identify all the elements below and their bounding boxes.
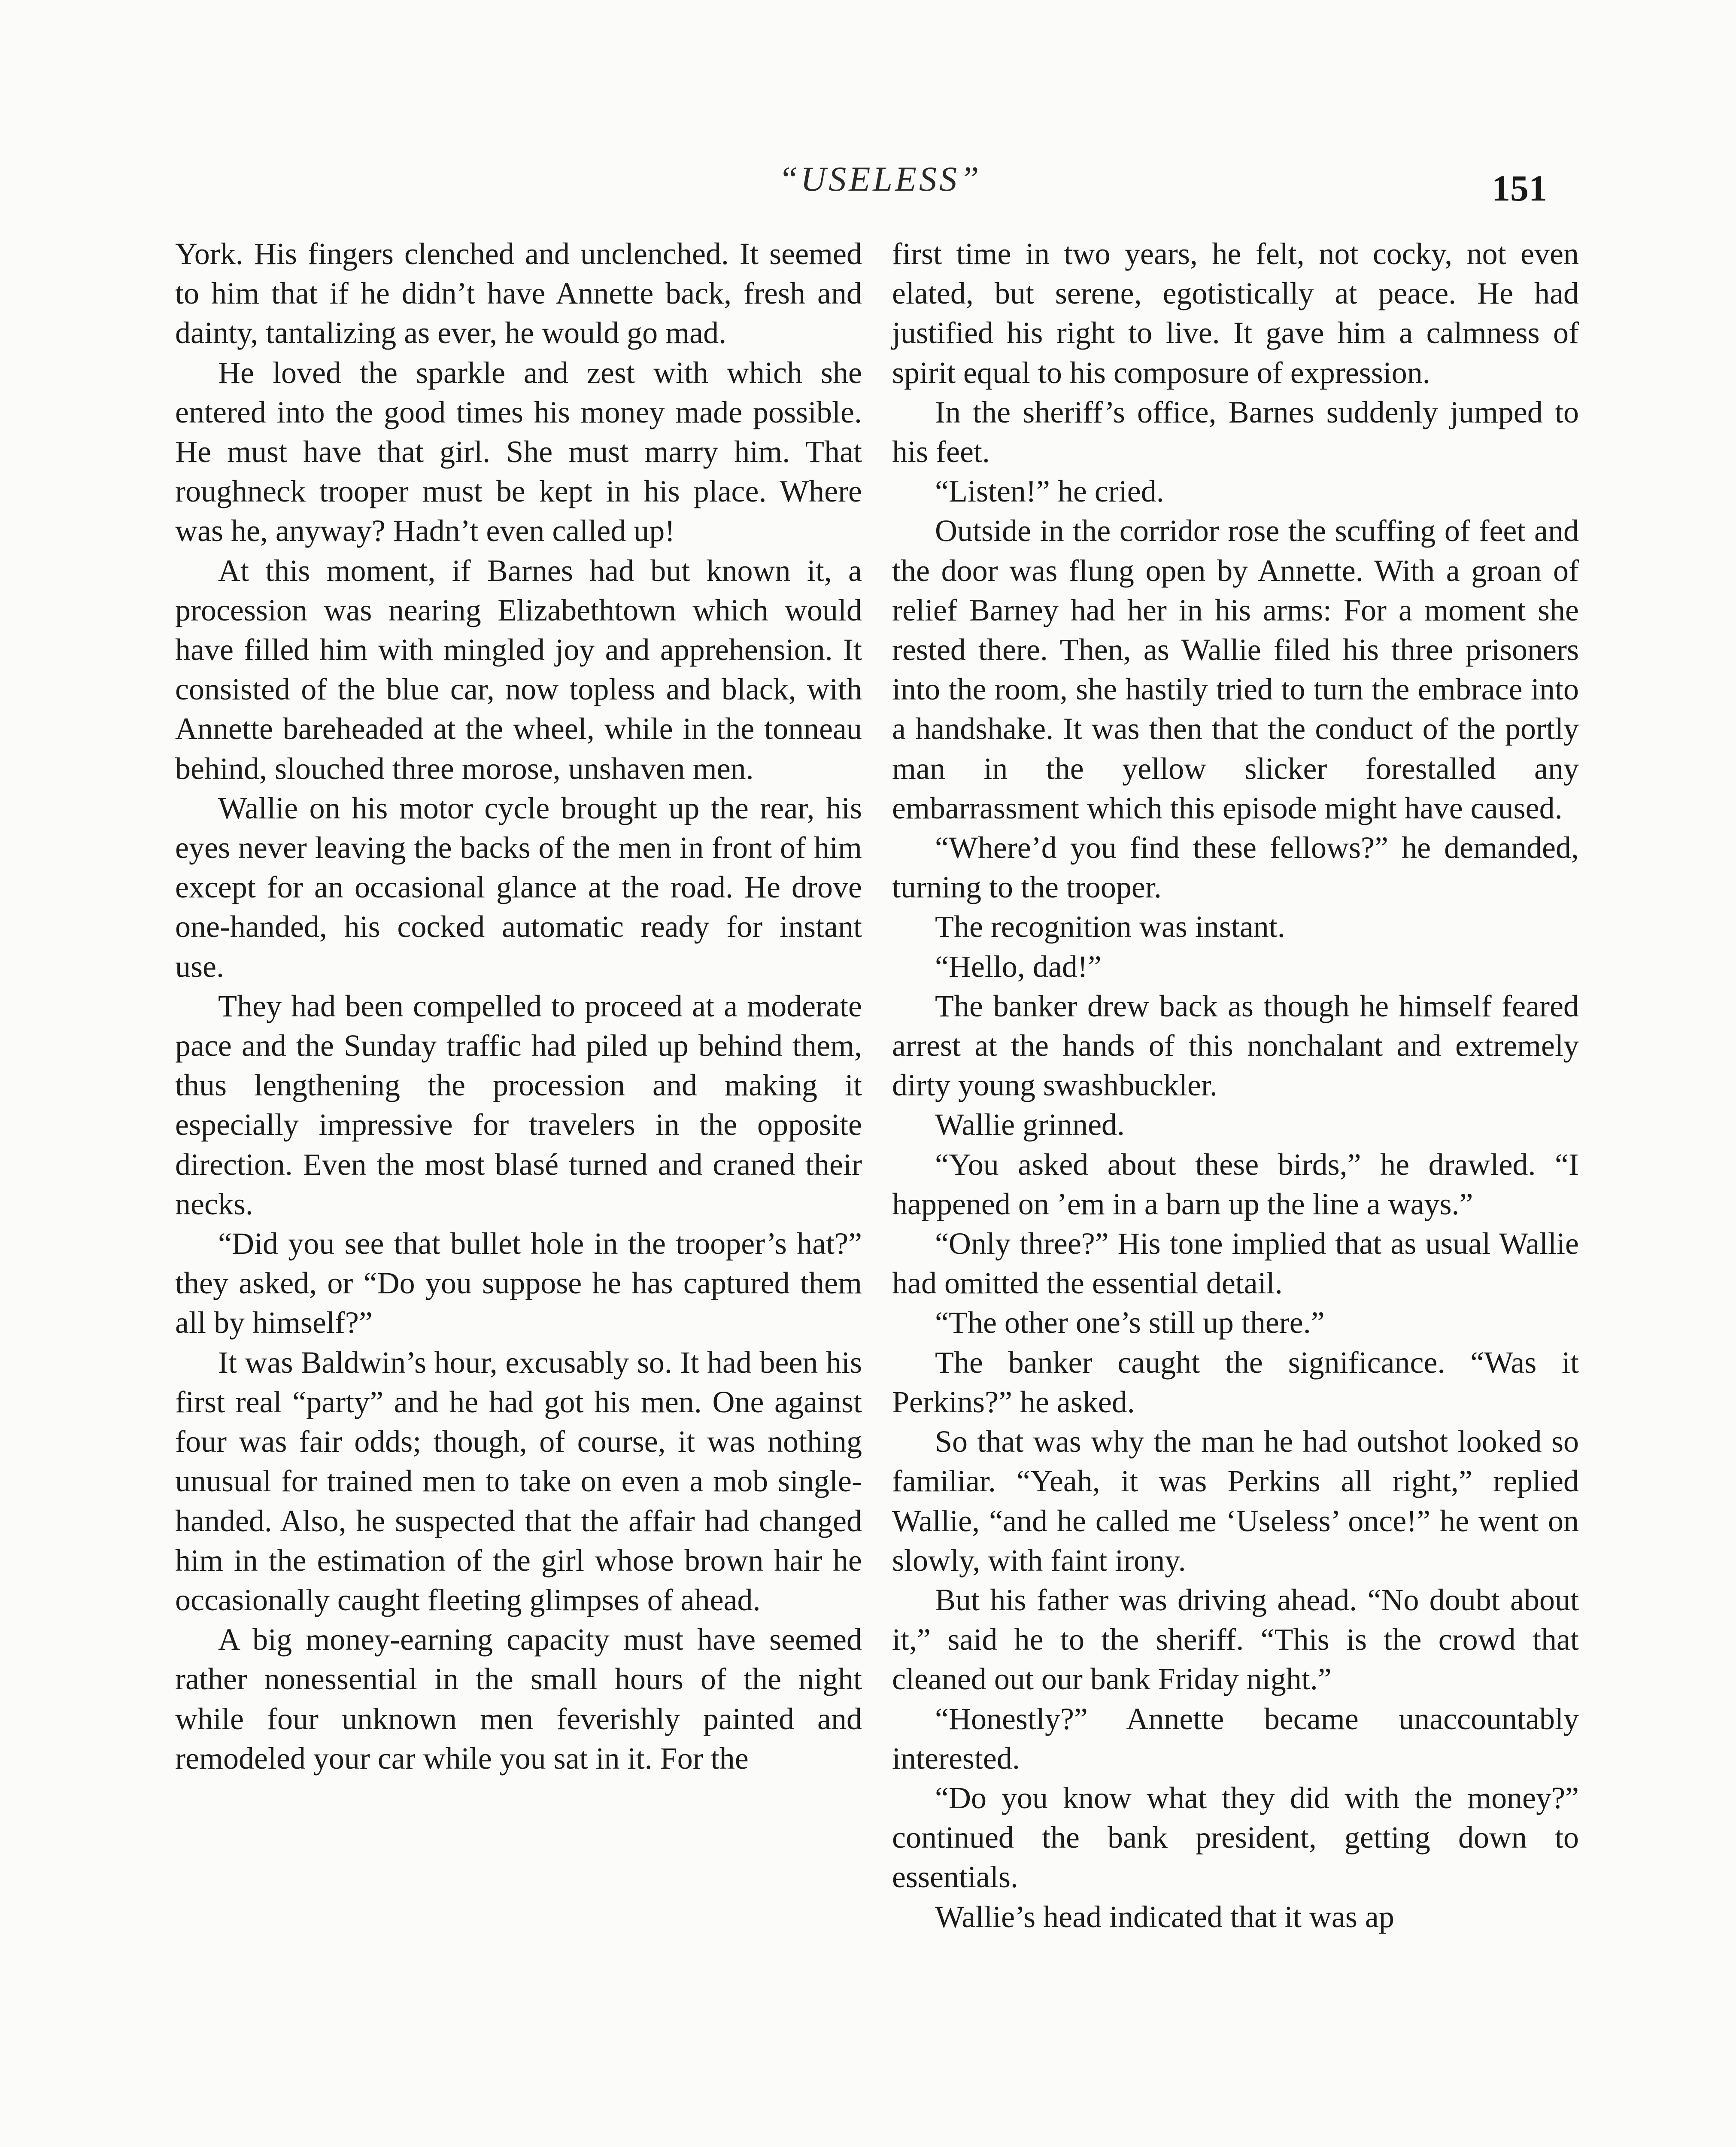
paragraph: In the sheriff’s office, Barnes suddenly jumped to his feet.	[892, 395, 1579, 469]
paragraph: The banker drew back as though he himself feared arrest at the hands of this nonchalant and extremely dirty young swashbuckler.	[892, 988, 1579, 1103]
paragraph: “Listen!” he cried.	[935, 474, 1164, 509]
paragraph: first time in two years, he felt, not cocky, not even elated, but serene, egotistically at peace. He had justified his right to live. It gave him a calmness of spirit equal to his composure of expression.	[892, 237, 1579, 390]
paragraph: “Hello, dad!”	[935, 949, 1102, 984]
paragraph: “Only three?” His tone implied that as usual Wallie had omitted the essential detail.	[892, 1226, 1579, 1301]
paragraph: Wallie grinned.	[935, 1107, 1125, 1142]
paragraph: They had been compelled to proceed at a moderate pace and the Sunday traffic had piled up behind them, thus lengthening the procession and making it especially impressive for travelers in the opposite direction. Even the most blasé turned and craned their necks.	[175, 988, 862, 1221]
paragraph: The recognition was instant.	[935, 909, 1285, 944]
paragraph: So that was why the man he had outshot looked so familiar. “Yeah, it was Perkins all right,” replied Wallie, “and he called me ‘Useless’ once!” he went on slowly, with faint irony.	[892, 1424, 1579, 1578]
running-title: “USELESS”	[778, 159, 982, 198]
paragraph: He loved the sparkle and zest with which she entered into the good times his money made possible. He must have that girl. She must marry him. That roughneck trooper must be kept in his place. Where was he, anyway? Hadn’t even called up!	[175, 355, 862, 548]
paragraph: “Did you see that bullet hole in the trooper’s hat?” they asked, or “Do you suppose he has captured them all by himself?”	[175, 1226, 862, 1340]
paragraph: It was Baldwin’s hour, excusably so. It had been his first real “party” and he had got his men. One against four was fair odds; though, of course, it was nothing unusual for trained men to take on even a mob single-handed. Also, he suspected that the affair had changed him in the estimation of the girl whose brown hair he occasionally caught fleeting glimpses of ahead.	[175, 1345, 862, 1617]
paragraph: The banker caught the significance. “Was it Perkins?” he asked.	[892, 1345, 1579, 1419]
paragraph: At this moment, if Barnes had but known it, a procession was nearing Elizabethtown which would have filled him with mingled joy and apprehension. It consisted of the blue car, now topless and black, with Annette bareheaded at the wheel, while in the tonneau behind, slouched three morose, unshaven men.	[175, 553, 862, 786]
paragraph: But his father was driving ahead. “No doubt about it,” said he to the sheriff. “This is the crowd that cleaned out our bank Friday night.”	[892, 1582, 1579, 1697]
right-column	[892, 234, 1579, 1937]
paragraph: Wallie on his motor cycle brought up the rear, his eyes never leaving the backs of the men in front of him except for an occasional glance at the road. He drove one-handed, his cocked automatic ready for instant use.	[175, 791, 862, 984]
paragraph: Wallie’s head indicated that it was ap	[935, 1899, 1394, 1934]
paragraph: “Do you know what they did with the money?” continued the bank president, getting down to essentials.	[892, 1780, 1579, 1895]
page-number: 151	[1492, 167, 1547, 209]
paragraph: “Honestly?” Annette became unaccountably interested.	[892, 1701, 1579, 1776]
paragraph: Outside in the corridor rose the scuffing of feet and the door was flung open by Annette. With a groan of relief Barney had her in his arms: For a moment she rested there. Then, as Wallie filed his three prisoners into the room, she hastily tried to turn the embrace into a handshake. It was then that the conduct of the portly man in the yellow slicker forestalled any embarrassment which this episode might have caused.	[892, 514, 1579, 825]
paragraph: “You asked about these birds,” he drawled. “I happened on ’em in a barn up the line a ways.”	[892, 1147, 1579, 1221]
paragraph: “The other one’s still up there.”	[935, 1305, 1325, 1340]
left-column	[175, 234, 862, 1778]
paragraph: “Where’d you find these fellows?” he demanded, turning to the trooper.	[892, 830, 1579, 905]
paragraph: York. His fingers clenched and unclenched. It seemed to him that if he didn’t have Annette back, fresh and dainty, tantalizing as ever, he would go mad.	[175, 237, 862, 350]
paragraph: A big money-earning capacity must have seemed rather nonessential in the small hours of the night while four unknown men feverishly painted and remodeled your car while you sat in it. For the	[175, 1622, 862, 1776]
